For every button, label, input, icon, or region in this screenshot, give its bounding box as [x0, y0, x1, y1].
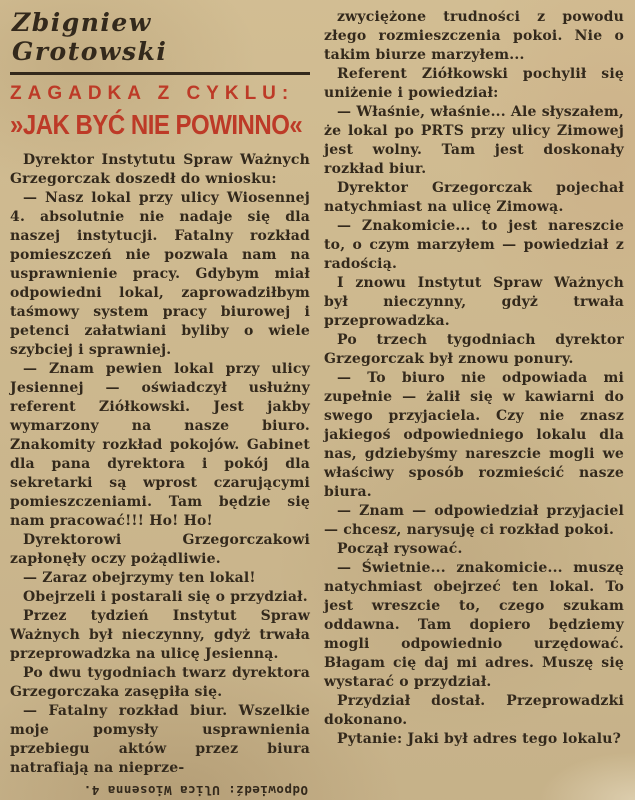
paragraph: I znowu Instytut Spraw Ważnych był nieczynny, gdyż trwała przeprowadzka.: [324, 275, 624, 329]
article-columns: [10, 8, 625, 778]
left-column: [10, 8, 310, 778]
inverted-answer: Odpowiedź: Ulica Wiosenna 4.: [83, 783, 308, 798]
right-column: [324, 8, 624, 778]
paragraph: Pytanie: Jaki był adres tego lokalu?: [337, 731, 622, 747]
paragraph: zwyciężone trudności z powodu złego rozmieszczenia pokoi. Nie o takim biurze marzyłem...: [324, 9, 624, 63]
paragraph: Przez tydzień Instytut Spraw Ważnych był nieczynny, gdyż trwała przeprowadzka na ulicę Jesienną.: [10, 607, 310, 662]
paragraph: Dyrektorowi Grzegorczakowi zapłonęły oczy pożądliwie.: [10, 531, 310, 567]
paragraph: Po dwu tygodniach twarz dyrektora Grzegorczaka zasępiła się.: [10, 664, 310, 700]
paragraph: — Fatalny rozkład biur. Wszelkie moje pomysły usprawnienia przebiegu aktów przez biura natrafiają na nieprze-: [10, 702, 310, 776]
author-byline: Zbigniew Grotowski: [10, 8, 310, 75]
headline: »JAK BYĆ NIE POWINNO«: [10, 110, 303, 142]
paragraph: — Nasz lokal przy ulicy Wiosennej 4. absolutnie nie nadaje się dla naszej instytucji. Fatalny rozkład pomieszczeń nie pozwala nam na usprawnienie pracy. Gdybym miał odpowiedni lokal, zaprowadziłbym taśmowy system pracy biurowej i petenci załatwiani byliby o wiele szybciej i sprawniej.: [10, 189, 310, 358]
paragraph: — Znam — odpowiedział przyjaciel — chcesz, narysuję ci rozkład pokoi.: [324, 503, 624, 538]
paragraph: Po trzech tygodniach dyrektor Grzegorczak był znowu ponury.: [324, 332, 624, 367]
paragraph: Obejrzeli i postarali się o przydział.: [23, 588, 308, 605]
paragraph: — Zaraz obejrzymy ten lokal!: [23, 569, 256, 586]
paragraph: Dyrektor Instytutu Spraw Ważnych Grzegorczak doszedł do wniosku:: [10, 151, 310, 187]
paragraph: — Znakomicie... to jest nareszcie to, o czym marzyłem — powiedział z radością.: [324, 218, 624, 272]
paragraph: Referent Ziółkowski pochylił się uniżenie i powiedział:: [324, 66, 624, 101]
paragraph: — Znam pewien lokal przy ulicy Jesiennej — oświadczył usłużny referent Ziółkowski. Jest jakby wymarzony na nasze biuro. Znakomity rozkład pokojów. Gabinet dla pana dyrektora i pokój dla sekretarki są wprost czarującymi pomieszczeniami. Tam będzie się nam pracować!!! Ho! Ho!: [10, 360, 310, 529]
paragraph: — Świetnie... znakomicie... muszę natychmiast obejrzeć ten lokal. To jest wreszcie to, czego szukam oddawna. Tam dopiero będziemy mogli odpowiednio urzędować. Błagam cię daj mi adres. Muszę się wystarać o przydział.: [324, 560, 624, 690]
paragraph: — To biuro nie odpowiada mi zupełnie — żalił się w kawiarni do swego przyjaciela. Czy nie znasz jakiegoś odpowiedniego lokalu dla nas, gdziebyśmy nareszcie mogli we właściwy sposób rozmieścić nasze biura.: [324, 370, 624, 500]
paragraph: Począł rysować.: [337, 541, 463, 557]
series-title: ZAGADKA Z CYKLU:: [10, 82, 295, 104]
paragraph: Przydział dostał. Przeprowadzki dokonano.: [324, 693, 624, 728]
paragraph: — Właśnie, właśnie... Ale słyszałem, że lokal po PRTS przy ulicy Zimowej jest wolny. Tam jest doskonały rozkład biur.: [324, 104, 624, 177]
paragraph: Dyrektor Grzegorczak pojechał natychmiast na ulicę Zimową.: [324, 180, 624, 215]
